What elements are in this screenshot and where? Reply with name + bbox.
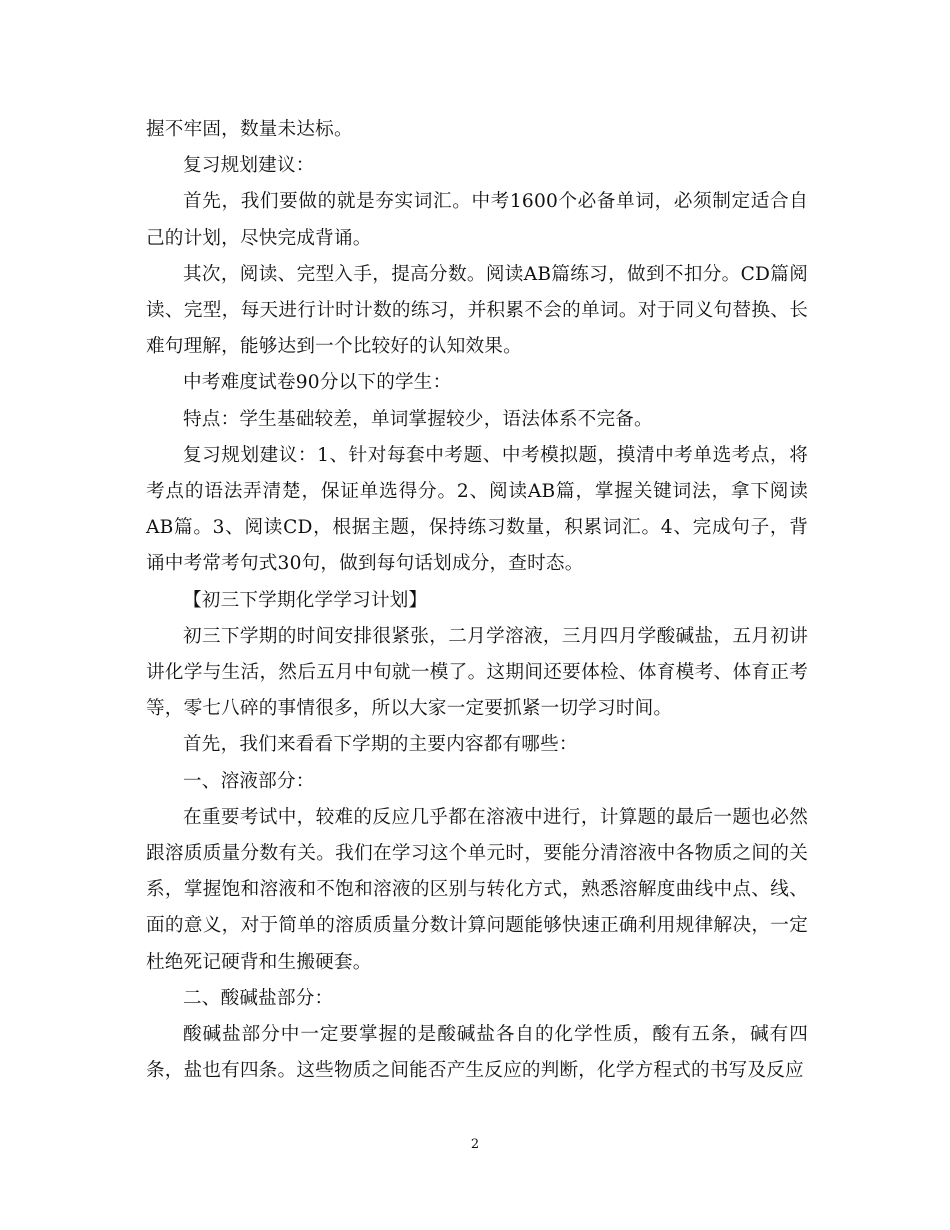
paragraph-continuation: 握不牢固，数量未达标。 — [146, 119, 353, 140]
page-number: 2 — [470, 1137, 480, 1152]
paragraph-schedule: 初三下学期的时间安排很紧张，二月学溶液，三月四月学酸碱盐，五月初讲讲化学与生活，然后五月中旬就一模了。这期间还要体检、体育模考、体育正考等，零七八碎的事情很多，所以大家一定要抓紧一切学习时间。 — [146, 625, 808, 720]
paragraph-characteristics: 特点：学生基础较差，单词掌握较少，语法体系不完备。 — [183, 408, 653, 430]
paragraph-vocabulary: 首先，我们要做的就是夯实词汇。中考1600个必备单词，必须制定适合自己的计划，尽快完成背诵。 — [146, 191, 808, 249]
paragraph-review-plan-heading: 复习规划建议： — [183, 155, 315, 177]
document-body — [146, 112, 808, 1089]
paragraph-reading: 其次，阅读、完型入手，提高分数。阅读AB篇练习，做到不扣分。CD篇阅读、完型，每天进行计时计数的练习，并积累不会的单词。对于同义句替换、长难句理解，能够达到一个比较好的认知效果。 — [146, 263, 808, 358]
paragraph-solution: 在重要考试中，较难的反应几乎都在溶液中进行，计算题的最后一题也必然跟溶质质量分数有关。我们在学习这个单元时，要能分清溶液中各物质之间的关系，掌握饱和溶液和不饱和溶液的区别与转化方式，熟悉溶解度曲线中点、线、面的意义，对于简单的溶质质量分数计算问题能够快速正确利用规律解决，一定杜绝死记硬背和生搬硬套。 — [146, 806, 808, 973]
subheading-acid-base-salt: 二、酸碱盐部分： — [183, 987, 334, 1009]
paragraph-review-steps: 复习规划建议：1、针对每套中考题、中考模拟题，摸清中考单选考点，将考点的语法弄清楚，保证单选得分。2、阅读AB篇，掌握关键词法，拿下阅读AB篇。3、阅读CD，根据主题，保持练习数量，积累词汇。4、完成句子，背诵中考常考句式30句，做到每句话划成分，查时态。 — [146, 444, 808, 575]
section-title-chemistry-plan: 【初三下学期化学学习计划】 — [183, 589, 428, 611]
paragraph-below-90-heading: 中考难度试卷90分以下的学生： — [183, 372, 452, 394]
paragraph-acid-base-salt: 酸碱盐部分中一定要掌握的是酸碱盐各自的化学性质，酸有五条，碱有四条，盐也有四条。这些物质之间能否产生反应的判断，化学方程式的书写及反应 — [146, 1024, 808, 1082]
subheading-solution-part: 一、溶液部分： — [183, 770, 315, 792]
paragraph-main-content-intro: 首先，我们来看看下学期的主要内容都有哪些： — [183, 734, 578, 756]
